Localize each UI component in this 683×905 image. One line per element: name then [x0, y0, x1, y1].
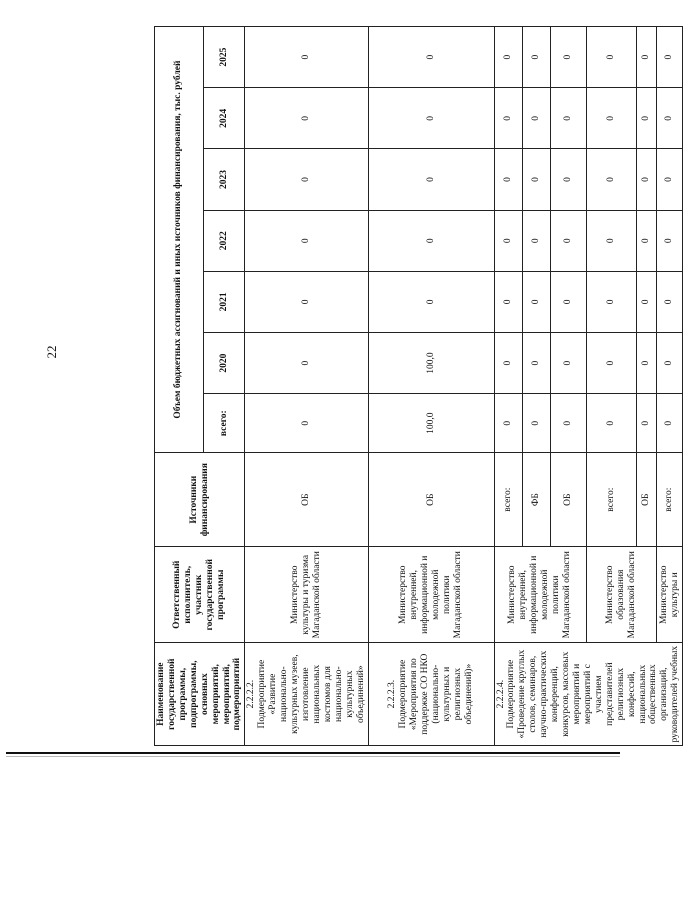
value-cell: 0 [657, 149, 683, 210]
value-cell: 0 [550, 271, 586, 332]
table-row [368, 27, 494, 746]
value-cell: 0 [522, 88, 550, 149]
value-cell: 0 [522, 27, 550, 88]
value-cell: 0 [522, 333, 550, 394]
header-volume: Объем бюджетных ассигнований и иных источников финансирования, тыс. рублей [155, 27, 204, 453]
table-row [494, 27, 522, 746]
page-number: 22 [44, 345, 59, 359]
header-year: 2023 [203, 149, 245, 210]
value-cell: 0 [657, 27, 683, 88]
value-cell: 100,0 [368, 333, 494, 394]
value-cell: 0 [245, 149, 368, 210]
row-exec: Министерство культуры и [657, 547, 683, 643]
value-cell: 0 [245, 27, 368, 88]
rotated-table-container [154, 26, 681, 746]
row-source: всего: [586, 453, 637, 547]
header-year: 2021 [203, 271, 245, 332]
header-year: 2022 [203, 210, 245, 271]
value-cell: 0 [550, 394, 586, 453]
value-cell: 0 [494, 394, 522, 453]
header-total: всего: [203, 394, 245, 453]
table-row [245, 27, 368, 746]
header-year: 2020 [203, 333, 245, 394]
value-cell: 0 [368, 88, 494, 149]
row-name: 2.2.2.2. Подмероприятие «Развитие национально-культурных музеев, изготовление национальных костюмов для национально-культурных объединений» [245, 643, 368, 746]
value-cell: 0 [586, 210, 637, 271]
value-cell: 0 [522, 394, 550, 453]
value-cell: 0 [637, 88, 657, 149]
value-cell: 0 [494, 333, 522, 394]
value-cell: 0 [586, 394, 637, 453]
value-cell: 0 [657, 271, 683, 332]
table-row [586, 27, 637, 746]
value-cell: 0 [494, 27, 522, 88]
row-source: ОБ [550, 453, 586, 547]
row-source: ФБ [522, 453, 550, 547]
header-source: Источники финансирования [155, 453, 245, 547]
row-name: 2.2.2.3. Подмероприятие «Мероприятия по поддержке СО НКО (национально-культурных и религиозных объединений)» [368, 643, 494, 746]
row-exec: Министерство внутренней, информационной и молодежной политики Магаданской области [494, 547, 586, 643]
footer-divider-shadow [6, 756, 620, 757]
value-cell: 0 [637, 271, 657, 332]
value-cell: 0 [637, 210, 657, 271]
financing-table [154, 26, 683, 746]
row-exec: Министерство внутренней, информационной и молодежной политики Магаданской области [368, 547, 494, 643]
value-cell: 0 [586, 271, 637, 332]
value-cell: 0 [550, 333, 586, 394]
row-source: ОБ [637, 453, 657, 547]
value-cell: 0 [245, 271, 368, 332]
value-cell: 0 [368, 210, 494, 271]
row-source: ОБ [368, 453, 494, 547]
value-cell: 0 [550, 88, 586, 149]
value-cell: 0 [637, 333, 657, 394]
value-cell: 0 [586, 333, 637, 394]
row-source: всего: [657, 453, 683, 547]
value-cell: 0 [245, 333, 368, 394]
row-exec: Министерство культуры и туризма Магаданской области [245, 547, 368, 643]
value-cell: 0 [245, 88, 368, 149]
value-cell: 0 [522, 149, 550, 210]
value-cell: 0 [657, 394, 683, 453]
value-cell: 0 [368, 149, 494, 210]
value-cell: 0 [522, 271, 550, 332]
value-cell: 0 [586, 27, 637, 88]
row-source: ОБ [245, 453, 368, 547]
row-source: всего: [494, 453, 522, 547]
header-year: 2024 [203, 88, 245, 149]
value-cell: 0 [550, 149, 586, 210]
value-cell: 0 [494, 88, 522, 149]
value-cell: 0 [637, 394, 657, 453]
value-cell: 100,0 [368, 394, 494, 453]
value-cell: 0 [522, 210, 550, 271]
value-cell: 0 [637, 149, 657, 210]
value-cell: 0 [494, 149, 522, 210]
header-name: Наименование государственной программы, подпрограммы, основных мероприятий, мероприятий, подмероприятий [155, 643, 245, 746]
value-cell: 0 [657, 88, 683, 149]
value-cell: 0 [368, 271, 494, 332]
header-year: 2025 [203, 27, 245, 88]
value-cell: 0 [657, 333, 683, 394]
value-cell: 0 [494, 210, 522, 271]
row-name: 2.2.2.4. Подмероприятие «Проведение круглых столов, семинаров, научно-практических конференций, конкурсов, массовых мероприятий и мероприятий с участием представителей религиозных конфессий, национальных общественных организаций, руководителей учебных [494, 643, 683, 746]
value-cell: 0 [586, 88, 637, 149]
value-cell: 0 [550, 27, 586, 88]
value-cell: 0 [586, 149, 637, 210]
value-cell: 0 [245, 210, 368, 271]
value-cell: 0 [550, 210, 586, 271]
value-cell: 0 [657, 210, 683, 271]
footer-divider [6, 752, 620, 754]
value-cell: 0 [637, 27, 657, 88]
value-cell: 0 [245, 394, 368, 453]
header-exec: Ответственный исполнитель, участник государственной программы [155, 547, 245, 643]
value-cell: 0 [494, 271, 522, 332]
row-exec: Министерство образования Магаданской области [586, 547, 657, 643]
table-row [657, 27, 683, 746]
value-cell: 0 [368, 27, 494, 88]
